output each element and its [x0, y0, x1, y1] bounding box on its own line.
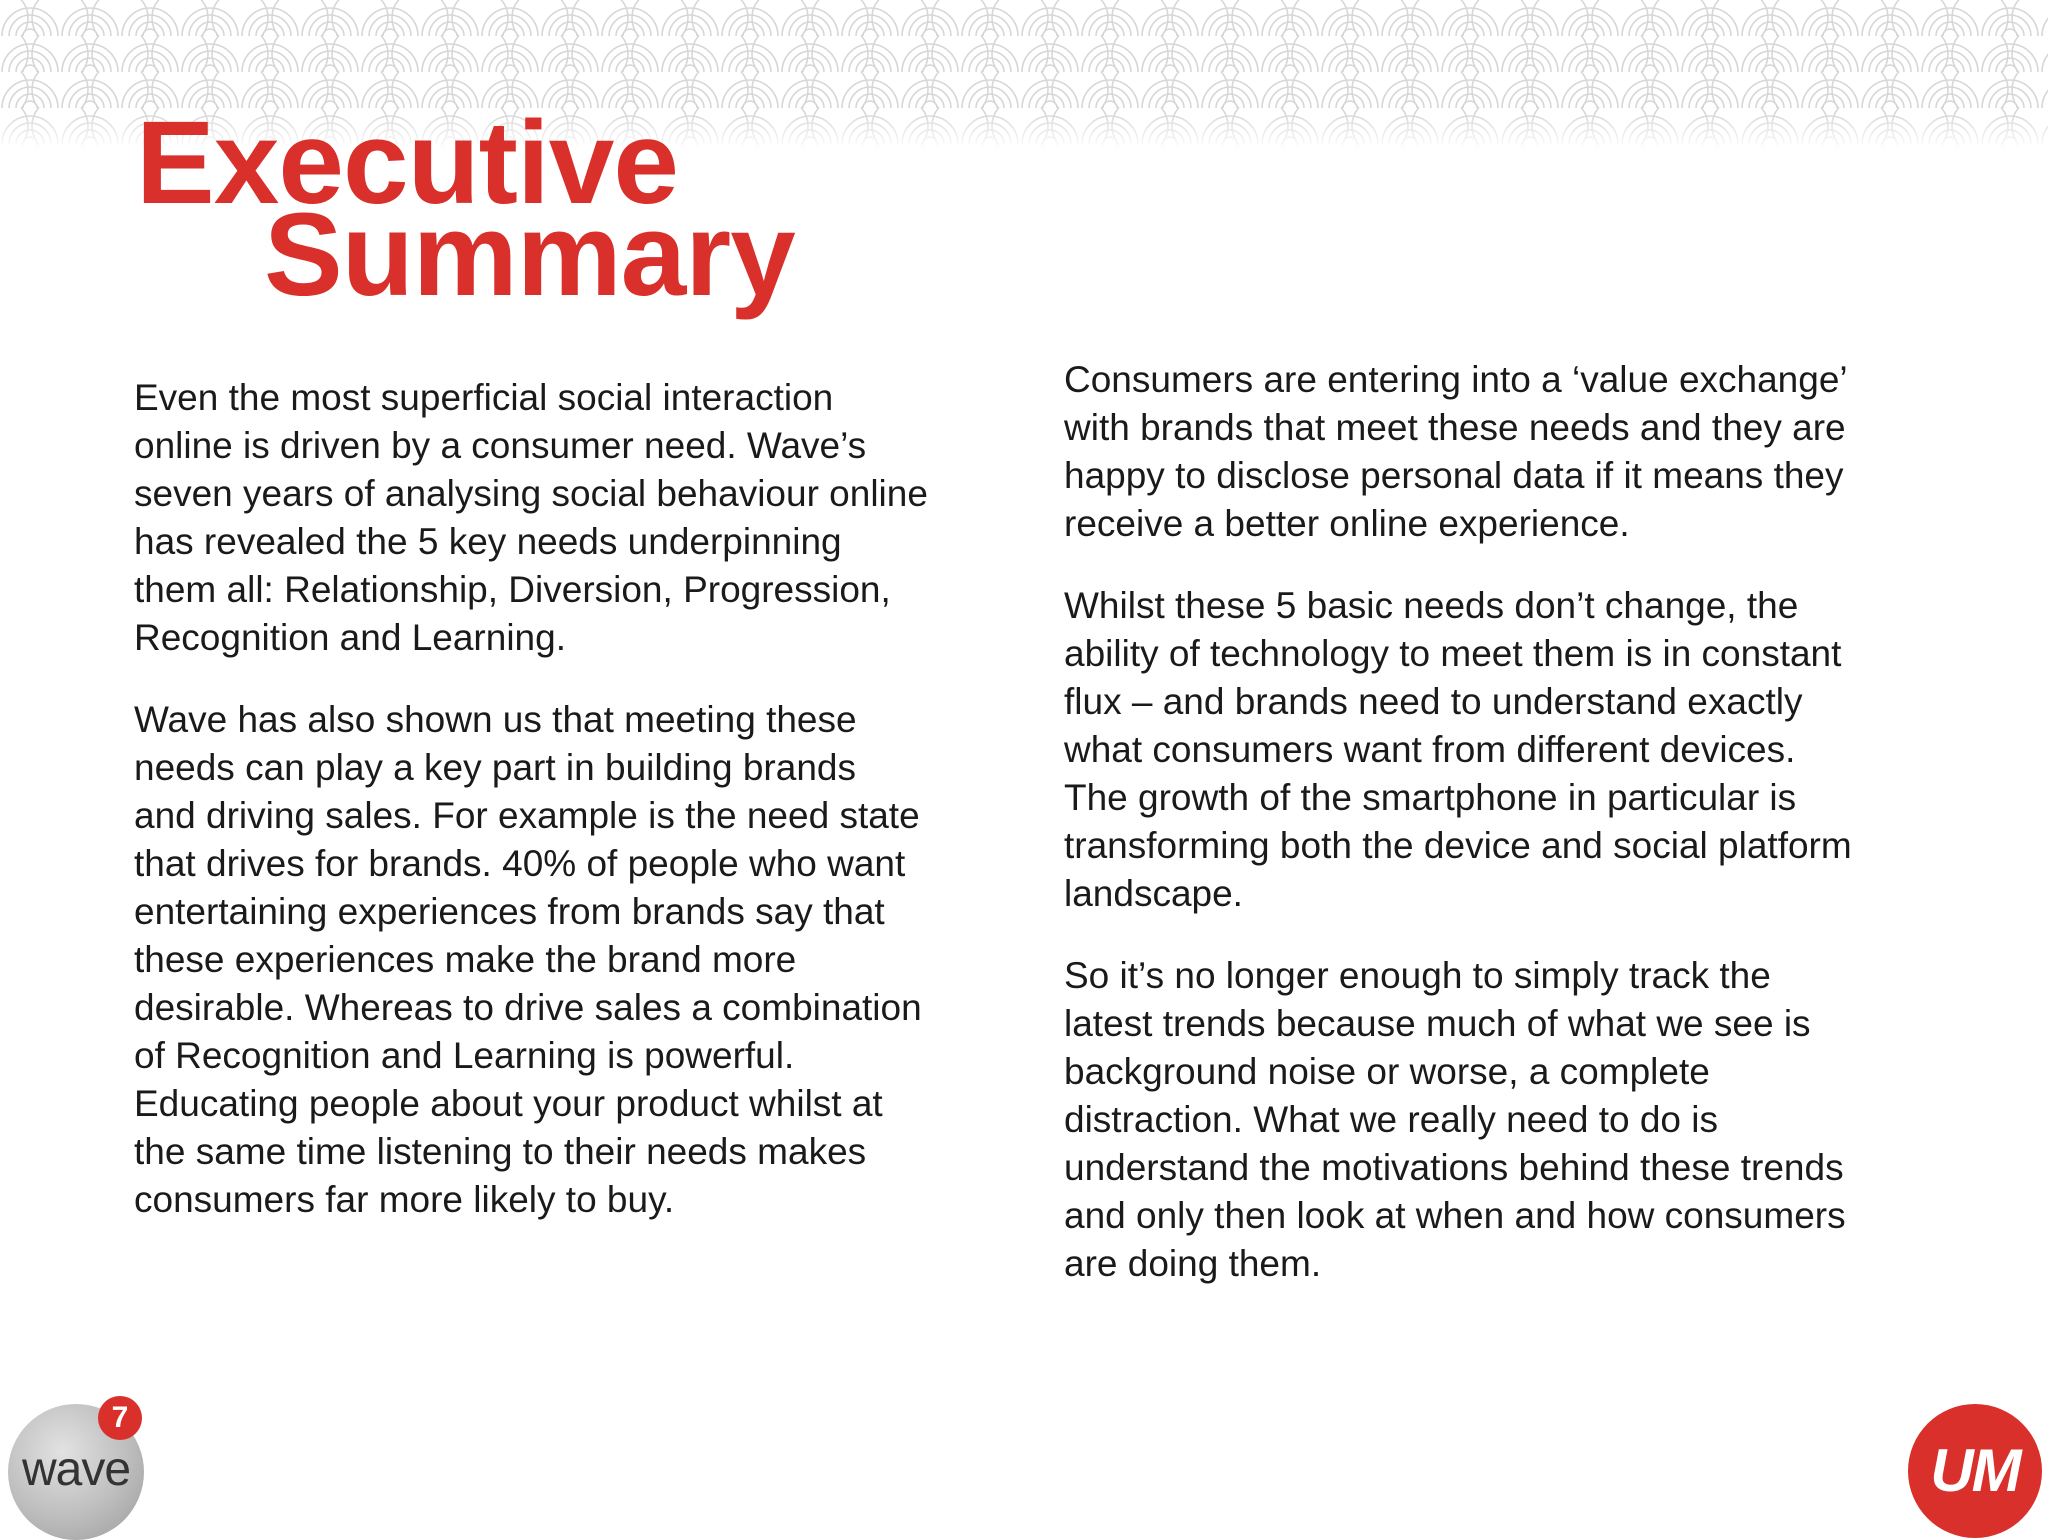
left-paragraph-1: Even the most superficial social interaction online is driven by a consumer need. Wave’s seven years of analysing social behaviour online has revealed the 5 key needs underpinning them all: Relationship, Diversion, Progression, Recognition and Learning. [134, 377, 928, 658]
page-title-line-2: Summary [264, 189, 795, 321]
page-title-line-1: Executive [136, 97, 678, 229]
wave-logo-text: wave [22, 1443, 131, 1496]
wave-logo [8, 1401, 144, 1540]
right-paragraph-1: Consumers are entering into a ‘value exchange’ with brands that meet these needs and they are happy to disclose personal data if it means they receive a better online experience. [1064, 359, 1848, 544]
wave-logo-badge: 7 [98, 1396, 142, 1440]
left-text-column [134, 374, 1014, 1258]
right-paragraph-3: So it’s no longer enough to simply track the latest trends because much of what we see is background noise or worse, a complete distraction. What we really need to do is understand the motivations behind these trends and only then look at when and how consumers are doing them. [1064, 955, 1846, 1284]
um-logo: UM [1908, 1404, 2042, 1538]
right-text-column [1064, 356, 1984, 1322]
right-paragraph-2: Whilst these 5 basic needs don’t change, the ability of technology to meet them is in constant flux – and brands need to understand exactly what consumers want from different devices. The growth of the smartphone in particular is transforming both the device and social platform landscape. [1064, 585, 1852, 914]
left-paragraph-2: Wave has also shown us that meeting these needs can play a key part in building brands and driving sales. For example is the need state that drives for brands. 40% of people who want entertaining experiences from brands say that these experiences make the brand more desirable. Whereas to drive sales a combination of Recognition and Learning is powerful. Educating people about your product whilst at the same time listening to their needs makes consumers far more likely to buy. [134, 699, 922, 1220]
